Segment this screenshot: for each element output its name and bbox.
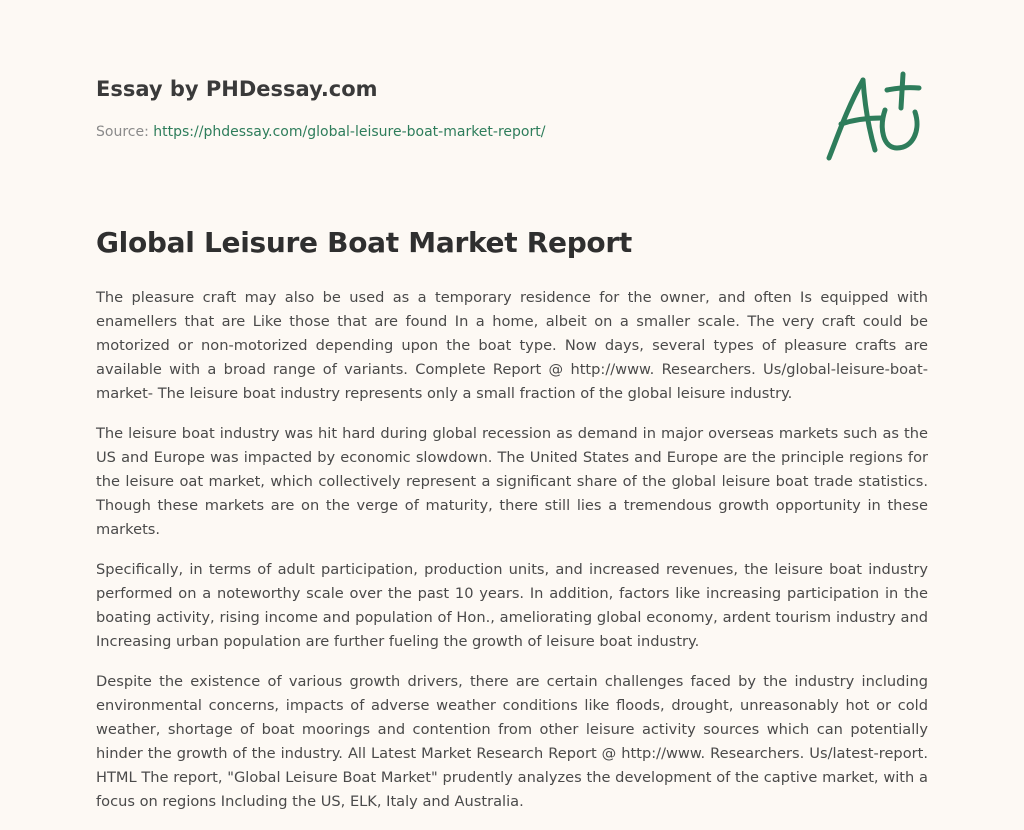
article-body	[96, 286, 928, 830]
source-label: Source:	[96, 124, 154, 140]
source-line	[96, 124, 545, 140]
article-paragraph: The leisure boat industry was hit hard during global recession as demand in major overseas markets such as the US and Europe was impacted by economic slowdown. The United States and Europe are the principle regions for the leisure oat market, which collectively represent a significant share of the global leisure boat trade statistics. Though these markets are on the verge of maturity, there still lies a tremendous growth opportunity in these markets.	[96, 425, 928, 538]
article-title: Global Leisure Boat Market Report	[96, 226, 632, 259]
source-link[interactable]: https://phdessay.com/global-leisure-boat-market-report/	[153, 124, 546, 140]
article-paragraph: Specifically, in terms of adult participation, production units, and increased revenues, the leisure boat industry performed on a noteworthy scale over the past 10 years. In addition, factors like increasing participation in the boating activity, rising income and population of Hon., ameliorating global economy, ardent tourism industry and Increasing urban population are further fueling the growth of leisure boat industry.	[96, 561, 928, 650]
a-plus-logo-icon	[823, 68, 928, 163]
site-brand: Essay by PHDessay.com	[96, 77, 378, 101]
article-paragraph: Despite the existence of various growth drivers, there are certain challenges faced by the industry including environmental concerns, impacts of adverse weather conditions like floods, drought, unreasonably hot or cold weather, shortage of boat moorings and contention from other leisure activity sources which can potentially hinder the growth of the industry. All Latest Market Research Report @ http://www. Researchers. Us/latest-report. HTML The report, "Global Leisure Boat Market" prudently analyzes the development of the captive market, with a focus on regions Including the US, ELK, Italy and Australia.	[96, 673, 928, 810]
article-paragraph: The pleasure craft may also be used as a temporary residence for the owner, and often Is equipped with enamellers that are Like those that are found In a home, albeit on a smaller scale. The very craft could be motorized or non-motorized depending upon the boat type. Now days, several types of pleasure crafts are available with a broad range of variants. Complete Report @ http://www. Researchers. Us/global-leisure-boat-market- The leisure boat industry represents only a small fraction of the global leisure industry.	[96, 289, 928, 402]
